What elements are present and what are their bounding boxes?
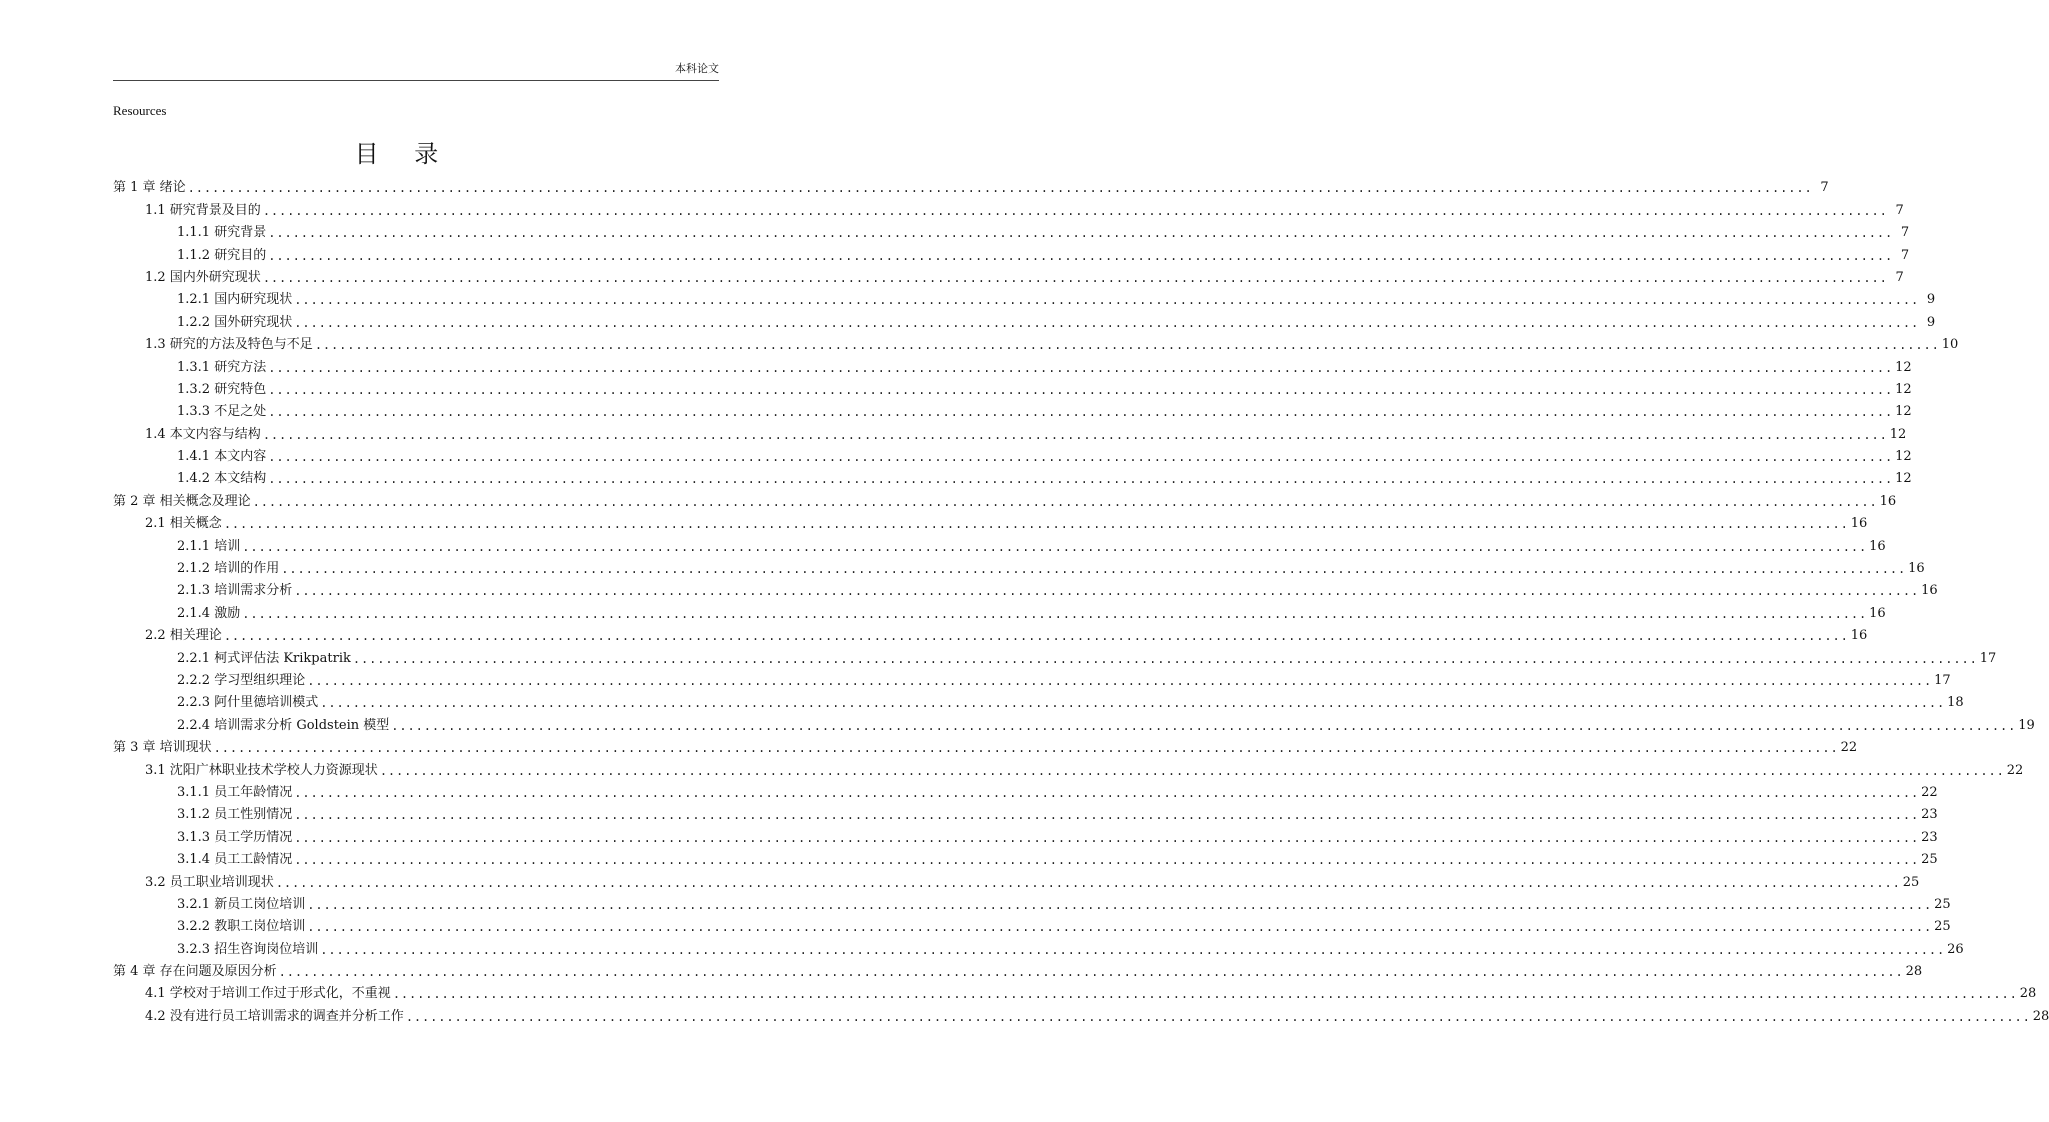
toc-entry[interactable]	[113, 755, 2024, 778]
toc-entry-label: 1.3.3 不足之处	[177, 404, 267, 420]
toc-entry-label: 1.4.2 本文结构	[177, 471, 267, 487]
dot-leader: ........................................................................................................................................................................................................	[379, 763, 2005, 778]
toc-entry-page: 12	[1895, 381, 1912, 397]
dot-leader: ........................................................................................................................................................................................................	[268, 450, 1894, 465]
toc-entry-label: 2.2.4 培训需求分析 Goldstein 模型	[177, 717, 390, 733]
toc-entry-page: 22	[1921, 784, 1938, 800]
dot-leader: ........................................................................................................................................................................................................	[268, 226, 1894, 241]
toc-entry-label: 第 2 章 相关概念及理论	[113, 493, 251, 509]
toc-entry-label: 2.1.1 培训	[177, 538, 241, 554]
toc-entry-label: 1.3.1 研究方法	[177, 359, 267, 375]
dot-leader: ........................................................................................................................................................................................................	[391, 718, 2017, 733]
toc-entry[interactable]	[113, 218, 1910, 241]
toc-entry[interactable]	[113, 666, 1951, 688]
resources-label: Resources	[113, 103, 167, 118]
toc-entry[interactable]	[113, 509, 1868, 532]
toc-entry-page: 23	[1921, 829, 1938, 845]
toc-entry-page: 9	[1926, 292, 1936, 308]
toc-entry[interactable]	[113, 263, 1904, 285]
toc-entry-page: 7	[1900, 225, 1910, 241]
toc-entry-page: 23	[1921, 807, 1938, 823]
toc-entry-page: 16	[1921, 583, 1938, 599]
toc-entry[interactable]	[113, 621, 1868, 644]
dot-leader: ........................................................................................................................................................................................................	[320, 696, 1946, 711]
dot-leader: ........................................................................................................................................................................................................	[392, 987, 2018, 1002]
toc-entry-page: 26	[1947, 941, 1964, 957]
header-label: 本科论文	[675, 62, 719, 75]
toc-entry-page: 16	[1850, 516, 1868, 532]
toc-entry-page: 25	[1934, 919, 1951, 935]
toc-entry[interactable]	[113, 912, 1951, 935]
toc-entry-label: 1.1.2 研究目的	[177, 247, 267, 263]
toc-entry[interactable]	[113, 486, 1897, 509]
dot-leader: ........................................................................................................................................................................................................	[307, 920, 1933, 935]
dot-leader: ........................................................................................................................................................................................................	[242, 539, 1868, 554]
toc-entry[interactable]	[113, 778, 1938, 800]
toc-entry-page: 18	[1947, 695, 1964, 711]
toc-entry-label: 第 3 章 培训现状	[113, 740, 212, 756]
dot-leader: ........................................................................................................................................................................................................	[294, 293, 1920, 308]
toc-entry-label: 3.1.4 员工工龄情况	[177, 852, 293, 868]
toc-entry[interactable]	[113, 979, 2037, 1002]
dot-leader: ........................................................................................................................................................................................................	[294, 785, 1920, 800]
toc-entry-page: 7	[1820, 180, 1829, 196]
toc-entry[interactable]	[113, 419, 1907, 442]
dot-leader: ........................................................................................................................................................................................................	[320, 942, 1946, 957]
toc-entry-label: 1.2.1 国内研究现状	[177, 292, 293, 308]
toc-entry-label: 3.1.1 员工年龄情况	[177, 784, 293, 800]
dot-leader: ........................................................................................................................................................................................................	[242, 606, 1868, 621]
toc-entry[interactable]	[113, 598, 1886, 621]
dot-leader: ........................................................................................................................................................................................................	[314, 338, 1940, 353]
dot-leader: ........................................................................................................................................................................................................	[223, 629, 1849, 644]
toc-entry-label: 3.2 员工职业培训现状	[145, 874, 274, 890]
toc-entry[interactable]	[113, 800, 1938, 823]
toc-entry-page: 28	[2019, 986, 2037, 1002]
table-of-contents	[113, 173, 2049, 1024]
dot-leader: ........................................................................................................................................................................................................	[352, 651, 1978, 666]
toc-entry[interactable]	[113, 867, 1920, 890]
toc-entry-page: 19	[2018, 717, 2035, 733]
toc-entry-page: 12	[1895, 471, 1912, 487]
dot-leader: ........................................................................................................................................................................................................	[213, 741, 1839, 756]
toc-entry[interactable]	[113, 307, 1936, 330]
toc-entry-label: 第 4 章 存在问题及原因分析	[113, 964, 277, 980]
toc-entry-page: 9	[1926, 314, 1936, 330]
toc-entry-label: 1.2.2 国外研究现状	[177, 314, 293, 330]
dot-leader: ........................................................................................................................................................................................................	[268, 248, 1894, 263]
dot-leader: ........................................................................................................................................................................................................	[262, 270, 1888, 285]
toc-entry[interactable]	[113, 285, 1936, 308]
toc-entry-label: 1.4 本文内容与结构	[145, 426, 261, 442]
toc-entry[interactable]	[113, 173, 1829, 196]
dot-leader: ........................................................................................................................................................................................................	[294, 830, 1920, 845]
toc-entry-label: 1.4.1 本文内容	[177, 449, 267, 465]
dot-leader: ........................................................................................................................................................................................................	[278, 965, 1904, 980]
dot-leader: ........................................................................................................................................................................................................	[405, 1009, 2031, 1024]
toc-entry-label: 3.2.1 新员工岗位培训	[177, 896, 306, 912]
dot-leader: ........................................................................................................................................................................................................	[268, 405, 1894, 420]
toc-entry-label: 2.1.4 激励	[177, 605, 241, 621]
toc-entry-label: 2.2 相关理论	[145, 628, 222, 644]
toc-entry-label: 2.2.3 阿什里德培训模式	[177, 695, 319, 711]
toc-entry-page: 12	[1889, 426, 1907, 442]
toc-entry[interactable]	[113, 397, 1912, 420]
toc-entry-label: 1.2 国内外研究现状	[145, 269, 261, 285]
toc-entry[interactable]	[113, 1001, 2049, 1024]
toc-entry-label: 3.2.2 教职工岗位培训	[177, 919, 306, 935]
header-rule	[113, 80, 719, 81]
toc-entry-page: 25	[1902, 874, 1920, 890]
dot-leader: ........................................................................................................................................................................................................	[187, 181, 1813, 196]
dot-leader: ........................................................................................................................................................................................................	[262, 427, 1888, 442]
toc-entry-page: 17	[1934, 672, 1951, 688]
toc-entry-page: 16	[1869, 538, 1886, 554]
toc-entry[interactable]	[113, 464, 1912, 487]
toc-entry-label: 2.2.2 学习型组织理论	[177, 672, 306, 688]
dot-leader: ........................................................................................................................................................................................................	[252, 494, 1878, 509]
toc-entry-label: 1.3 研究的方法及特色与不足	[145, 337, 313, 353]
toc-entry-page: 16	[1850, 628, 1868, 644]
toc-entry-page: 12	[1895, 449, 1912, 465]
toc-entry[interactable]	[113, 643, 1997, 666]
toc-entry[interactable]	[113, 576, 1938, 599]
toc-entry-page: 10	[1941, 337, 1959, 353]
dot-leader: ........................................................................................................................................................................................................	[281, 562, 1907, 577]
toc-entry[interactable]	[113, 688, 1964, 711]
toc-entry[interactable]	[113, 845, 1938, 868]
toc-entry-label: 4.2 没有进行员工培训需求的调查并分析工作	[145, 1008, 404, 1024]
toc-entry-label: 2.1.3 培训需求分析	[177, 583, 293, 599]
toc-entry[interactable]	[113, 957, 1923, 980]
toc-entry[interactable]	[113, 442, 1912, 465]
toc-entry-label: 3.1.2 员工性别情况	[177, 807, 293, 823]
toc-entry-page: 22	[1840, 740, 1858, 756]
toc-entry-label: 第 1 章 绪论	[113, 180, 186, 196]
dot-leader: ........................................................................................................................................................................................................	[294, 853, 1920, 868]
dot-leader: ........................................................................................................................................................................................................	[294, 808, 1920, 823]
dot-leader: ........................................................................................................................................................................................................	[275, 875, 1901, 890]
toc-entry-page: 7	[1895, 202, 1904, 218]
toc-entry-label: 2.1 相关概念	[145, 516, 222, 532]
toc-entry-page: 22	[2006, 762, 2024, 778]
dot-leader: ........................................................................................................................................................................................................	[294, 315, 1920, 330]
toc-entry-label: 3.1 沈阳广林职业技术学校人力资源现状	[145, 762, 378, 778]
toc-entry-page: 16	[1879, 493, 1897, 509]
toc-entry[interactable]	[113, 375, 1912, 397]
toc-entry-label: 1.3.2 研究特色	[177, 381, 267, 397]
toc-entry-page: 7	[1900, 247, 1910, 263]
toc-entry-page: 12	[1895, 404, 1912, 420]
toc-entry-page: 25	[1921, 852, 1938, 868]
toc-entry-label: 2.2.1 柯式评估法 Krikpatrik	[177, 650, 351, 666]
dot-leader: ........................................................................................................................................................................................................	[262, 203, 1888, 218]
toc-entry[interactable]	[113, 531, 1886, 554]
toc-entry[interactable]	[113, 240, 1910, 263]
toc-entry[interactable]	[113, 554, 1925, 577]
toc-entry-label: 1.1.1 研究背景	[177, 225, 267, 241]
toc-entry[interactable]	[113, 710, 2035, 733]
toc-entry[interactable]	[113, 934, 1964, 957]
dot-leader: ........................................................................................................................................................................................................	[294, 584, 1920, 599]
toc-entry[interactable]	[113, 195, 1904, 218]
toc-entry[interactable]	[113, 330, 1959, 353]
toc-entry[interactable]	[113, 890, 1951, 912]
dot-leader: ........................................................................................................................................................................................................	[307, 897, 1933, 912]
toc-entry-page: 25	[1934, 896, 1951, 912]
toc-entry-label: 2.1.2 培训的作用	[177, 561, 280, 577]
dot-leader: ........................................................................................................................................................................................................	[268, 472, 1894, 487]
toc-entry-page: 16	[1869, 605, 1886, 621]
toc-entry-label: 1.1 研究背景及目的	[145, 202, 261, 218]
toc-entry-page: 12	[1895, 359, 1912, 375]
toc-entry[interactable]	[113, 352, 1912, 375]
toc-entry-label: 4.1 学校对于培训工作过于形式化，不重视	[145, 986, 391, 1002]
dot-leader: ........................................................................................................................................................................................................	[307, 673, 1933, 688]
toc-entry-page: 16	[1908, 561, 1925, 577]
toc-entry-page: 17	[1979, 650, 1997, 666]
toc-entry-page: 28	[1905, 964, 1923, 980]
toc-entry[interactable]	[113, 822, 1938, 845]
toc-title: 目 录	[354, 140, 453, 168]
dot-leader: ........................................................................................................................................................................................................	[268, 360, 1894, 375]
toc-entry-page: 28	[2032, 1008, 2049, 1024]
toc-entry-label: 3.2.3 招生咨询岗位培训	[177, 941, 319, 957]
toc-entry[interactable]	[113, 733, 1858, 756]
dot-leader: ........................................................................................................................................................................................................	[268, 382, 1894, 397]
toc-entry-label: 3.1.3 员工学历情况	[177, 829, 293, 845]
dot-leader: ........................................................................................................................................................................................................	[223, 517, 1849, 532]
toc-entry-page: 7	[1895, 269, 1904, 285]
